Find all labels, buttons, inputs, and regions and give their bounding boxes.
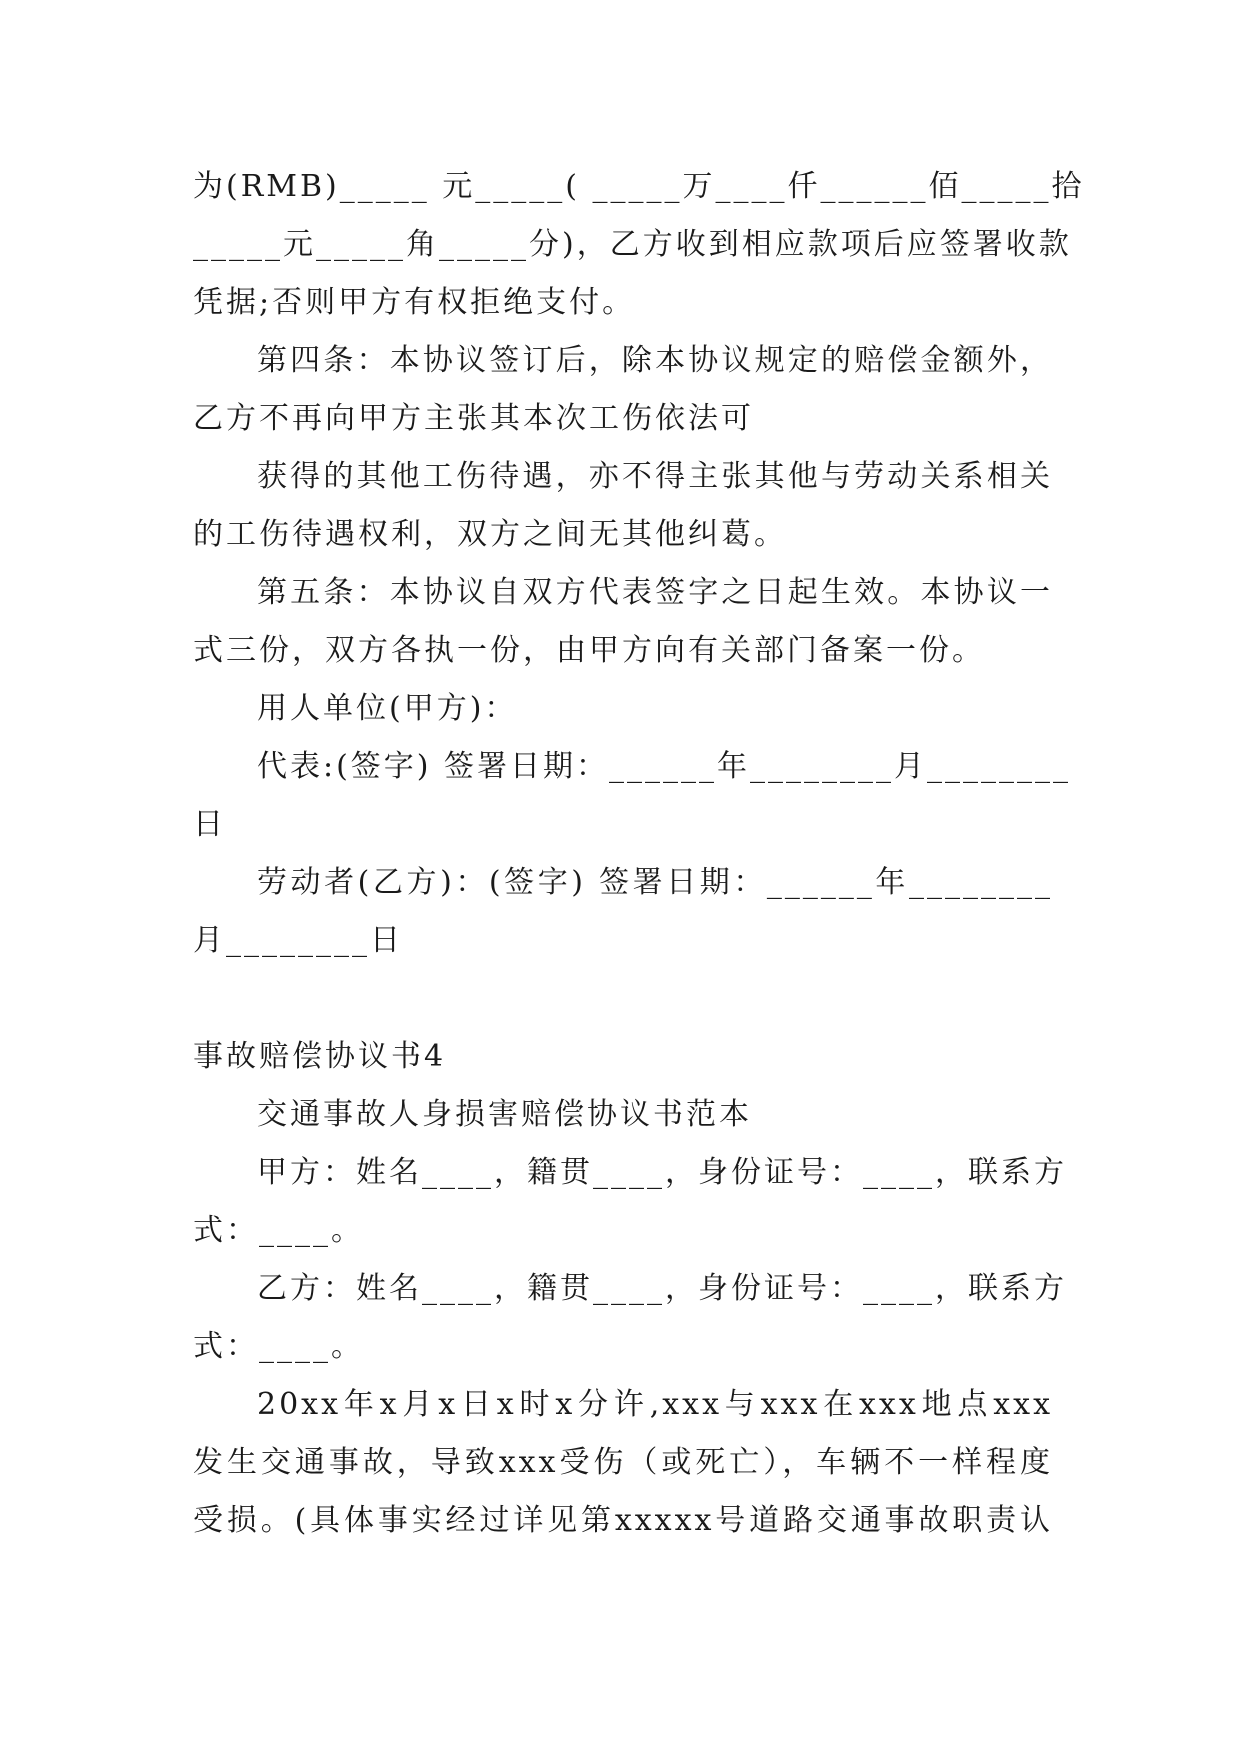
article-4-line-4: 的工伤待遇权利，双方之间无其他纠葛。	[193, 517, 787, 552]
text-line-payment-units: _____元_____角_____分)，乙方收到相应款项后应签署收款	[193, 227, 1072, 262]
accident-facts-line-2: 发生交通事故，导致xxx受伤（或死亡），车辆不一样程度	[193, 1445, 1053, 1480]
text-line-payment-amount: 为(RMB)_____ 元_____( _____万____仟______佰_____拾	[193, 169, 1085, 204]
employer-signature-day: 日	[193, 807, 226, 842]
article-5-line-1: 第五条：本协议自双方代表签字之日起生效。本协议一	[257, 575, 1053, 610]
worker-signature-date: 月________日	[193, 923, 403, 958]
article-4-line-1: 第四条：本协议签订后，除本协议规定的赔偿金额外，	[257, 343, 1053, 378]
worker-signature-line: 劳动者(乙方)：(签字) 签署日期：______年________	[257, 865, 1053, 900]
section-heading: 事故赔偿协议书4	[193, 1039, 447, 1074]
employer-signature-line: 代表:(签字) 签署日期：______年________月________	[257, 749, 1072, 784]
document-page	[193, 158, 1085, 1550]
agreement-title: 交通事故人身损害赔偿协议书范本	[257, 1097, 752, 1132]
article-4-line-3: 获得的其他工伤待遇，亦不得主张其他与劳动关系相关	[257, 459, 1053, 494]
article-4-line-2: 乙方不再向甲方主张其本次工伤依法可	[193, 401, 754, 436]
article-5-line-2: 式三份，双方各执一份，由甲方向有关部门备案一份。	[193, 633, 985, 668]
party-a-line-1: 甲方：姓名____，籍贯____，身份证号：____，联系方	[257, 1155, 1067, 1190]
employer-label: 用人单位(甲方)：	[257, 691, 518, 726]
accident-facts-line-3: 受损。(具体事实经过详见第xxxxx号道路交通事故职责认	[193, 1503, 1053, 1538]
party-b-line-2: 式：____。	[193, 1329, 364, 1364]
party-b-line-1: 乙方：姓名____，籍贯____，身份证号：____，联系方	[257, 1271, 1067, 1306]
section-gap	[193, 970, 1053, 1028]
party-a-line-2: 式：____。	[193, 1213, 364, 1248]
accident-facts-line-1: 20xx年x月x日x时x分许,xxx与xxx在xxx地点xxx	[257, 1387, 1053, 1422]
text-line-payment-receipt: 凭据;否则甲方有权拒绝支付。	[193, 285, 636, 320]
